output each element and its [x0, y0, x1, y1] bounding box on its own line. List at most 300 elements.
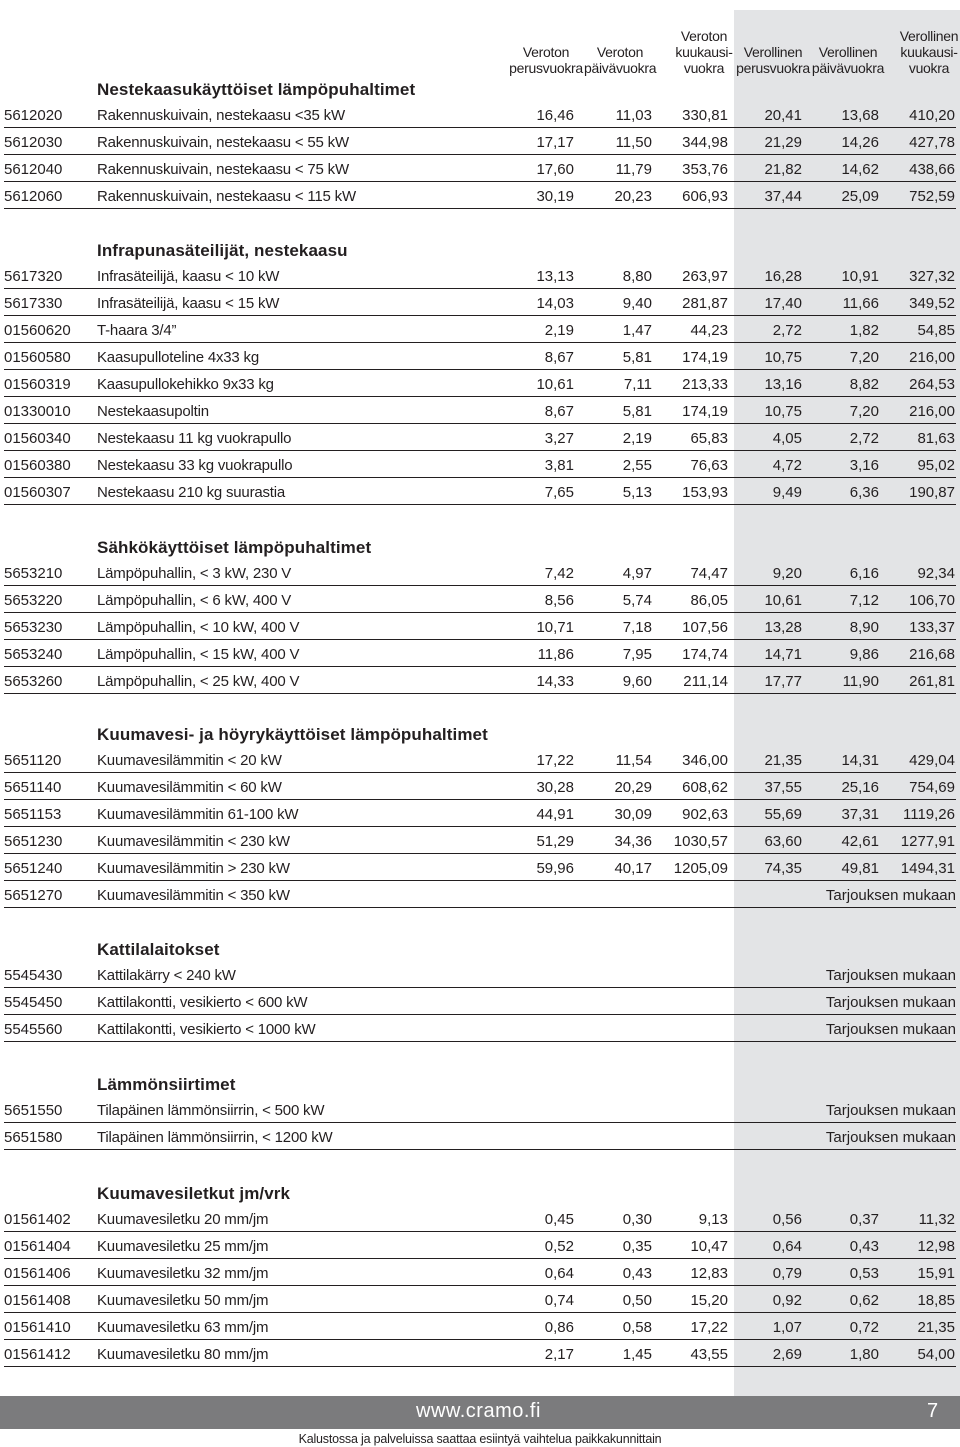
price-cell: 7,20 [849, 349, 879, 366]
product-code: 5653240 [4, 646, 63, 663]
price-cell: 133,37 [909, 619, 955, 636]
table-row [4, 156, 956, 182]
price-cell: 30,19 [536, 188, 574, 205]
table-row [4, 1287, 956, 1313]
price-cell: 16,46 [536, 107, 574, 124]
table-row [4, 641, 956, 667]
price-cell: 11,03 [615, 107, 652, 124]
price-cell: 1,80 [849, 1346, 879, 1363]
product-description: Kuumavesiletku 25 mm/jm [97, 1238, 269, 1255]
price-cell: 9,60 [622, 673, 652, 690]
price-cell: 14,62 [841, 161, 879, 178]
product-description: Tilapäinen lämmönsiirrin, < 500 kW [97, 1102, 325, 1119]
product-description: Kuumavesilämmitin < 350 kW [97, 887, 290, 904]
table-row [4, 774, 956, 800]
price-cell: 30,09 [614, 806, 652, 823]
product-description: Kaasupullokehikko 9x33 kg [97, 376, 274, 393]
price-cell: 2,17 [544, 1346, 574, 1363]
price-cell: 0,64 [544, 1265, 574, 1282]
price-cell: 8,82 [849, 376, 879, 393]
price-cell: 54,85 [917, 322, 955, 339]
price-cell: 344,98 [682, 134, 728, 151]
price-cell: 427,78 [909, 134, 955, 151]
price-cell: 14,71 [764, 646, 802, 663]
product-code: 5651240 [4, 860, 63, 877]
column-headers [0, 0, 960, 80]
price-cell: 8,56 [544, 592, 574, 609]
price-cell: 754,69 [909, 779, 955, 796]
price-cell: 0,50 [622, 1292, 652, 1309]
price-cell: 0,30 [622, 1211, 652, 1228]
price-cell: 13,68 [841, 107, 879, 124]
price-cell: 0,53 [849, 1265, 879, 1282]
price-cell: 429,04 [909, 752, 955, 769]
price-cell: 4,72 [772, 457, 802, 474]
price-cell: 174,74 [682, 646, 728, 663]
price-cell: 65,83 [690, 430, 728, 447]
price-cell: 330,81 [682, 107, 728, 124]
price-cell: 216,68 [909, 646, 955, 663]
price-cell: 9,13 [698, 1211, 728, 1228]
price-cell: 0,43 [849, 1238, 879, 1255]
product-code: 01560580 [4, 349, 71, 366]
price-cell: 11,90 [842, 673, 879, 690]
price-cell: 17,17 [536, 134, 574, 151]
product-code: 01330010 [4, 403, 71, 420]
page-number: 7 [927, 1400, 939, 1422]
price-cell: 11,54 [615, 752, 652, 769]
price-cell: 51,29 [536, 833, 574, 850]
product-description: Nestekaasu 33 kg vuokrapullo [97, 457, 293, 474]
col-header-veroton-perusvuokra: Veroton perusvuokra [509, 44, 583, 76]
section-title: Kuumavesiletkut jm/vrk [97, 1184, 291, 1203]
price-cell: 13,13 [536, 268, 574, 285]
price-cell: 1,47 [622, 322, 652, 339]
product-description: Rakennuskuivain, nestekaasu < 55 kW [97, 134, 349, 151]
price-cell: 3,27 [544, 430, 574, 447]
price-cell: 2,55 [622, 457, 652, 474]
product-description: Kattilakärry < 240 kW [97, 967, 236, 984]
product-code: 01560620 [4, 322, 71, 339]
product-code: 5545560 [4, 1021, 63, 1038]
price-cell: 74,35 [764, 860, 802, 877]
disclaimer-text: Kalustossa ja palveluissa saattaa esiintyä vaihtelua paikkakunnittain [298, 1432, 662, 1446]
price-cell: 14,31 [841, 752, 879, 769]
price-on-request: Tarjouksen mukaan [825, 994, 956, 1011]
product-code: 01560380 [4, 457, 71, 474]
product-description: Kuumavesilämmitin < 60 kW [97, 779, 282, 796]
product-code: 5653220 [4, 592, 63, 609]
table-row [4, 129, 956, 155]
product-description: Kaasupulloteline 4x33 kg [97, 349, 259, 366]
price-cell: 10,61 [536, 376, 574, 393]
price-cell: 174,19 [682, 403, 728, 420]
price-cell: 752,59 [909, 188, 955, 205]
price-cell: 15,20 [690, 1292, 728, 1309]
price-cell: 2,69 [772, 1346, 802, 1363]
price-cell: 44,23 [690, 322, 728, 339]
price-cell: 14,33 [536, 673, 574, 690]
price-cell: 16,28 [764, 268, 802, 285]
price-cell: 11,86 [537, 646, 574, 663]
price-cell: 5,74 [622, 592, 652, 609]
product-description: Tilapäinen lämmönsiirrin, < 1200 kW [97, 1129, 333, 1146]
price-cell: 0,74 [544, 1292, 574, 1309]
price-cell: 13,16 [764, 376, 802, 393]
price-cell: 54,00 [917, 1346, 955, 1363]
price-cell: 5,81 [622, 403, 652, 420]
table-row [4, 855, 956, 881]
price-cell: 8,80 [622, 268, 652, 285]
price-cell: 353,76 [682, 161, 728, 178]
price-cell: 263,97 [682, 268, 728, 285]
table-row [4, 828, 956, 854]
price-cell: 7,42 [544, 565, 574, 582]
product-description: Kattilakontti, vesikierto < 1000 kW [97, 1021, 316, 1038]
price-cell: 107,56 [682, 619, 728, 636]
product-description: Kuumavesiletku 32 mm/jm [97, 1265, 269, 1282]
product-description: Infrasäteilijä, kaasu < 15 kW [97, 295, 280, 312]
price-cell: 0,37 [849, 1211, 879, 1228]
price-cell: 37,31 [841, 806, 879, 823]
price-cell: 15,91 [917, 1265, 955, 1282]
price-cell: 7,65 [544, 484, 574, 501]
price-cell: 11,32 [918, 1211, 955, 1228]
table-row [4, 587, 956, 613]
table-row [4, 1341, 956, 1367]
product-code: 01561412 [4, 1346, 71, 1363]
table-row [4, 317, 956, 343]
price-cell: 1,82 [849, 322, 879, 339]
price-cell: 438,66 [909, 161, 955, 178]
price-cell: 264,53 [909, 376, 955, 393]
product-code: 5651550 [4, 1102, 63, 1119]
price-cell: 42,61 [841, 833, 879, 850]
table-row [4, 801, 956, 827]
table-row [4, 102, 956, 128]
table-row [4, 425, 956, 451]
price-cell: 25,16 [841, 779, 879, 796]
price-cell: 346,00 [682, 752, 728, 769]
price-cell: 74,47 [690, 565, 728, 582]
price-cell: 11,66 [842, 295, 879, 312]
price-cell: 2,19 [544, 322, 574, 339]
product-code: 01561408 [4, 1292, 71, 1309]
price-cell: 153,93 [682, 484, 728, 501]
price-cell: 0,43 [622, 1265, 652, 1282]
price-cell: 81,63 [917, 430, 955, 447]
price-cell: 0,45 [544, 1211, 574, 1228]
price-cell: 7,18 [622, 619, 652, 636]
price-cell: 86,05 [690, 592, 728, 609]
product-code: 01561410 [4, 1319, 71, 1336]
price-cell: 3,16 [849, 457, 879, 474]
price-cell: 5,81 [622, 349, 652, 366]
price-cell: 3,81 [544, 457, 574, 474]
table-row [4, 183, 956, 209]
price-cell: 608,62 [682, 779, 728, 796]
price-cell: 0,92 [772, 1292, 802, 1309]
price-cell: 216,00 [909, 403, 955, 420]
product-code: 5651580 [4, 1129, 63, 1146]
price-cell: 10,75 [764, 403, 802, 420]
price-cell: 1,07 [772, 1319, 802, 1336]
table-row [4, 371, 956, 397]
price-cell: 21,29 [764, 134, 802, 151]
price-cell: 95,02 [917, 457, 955, 474]
product-description: Kuumavesilämmitin > 230 kW [97, 860, 290, 877]
product-description: Lämpöpuhallin, < 10 kW, 400 V [97, 619, 300, 636]
page-footer [0, 1396, 960, 1447]
table-row [4, 614, 956, 640]
col-header-veroton-paivavuokra: Veroton päivävuokra [584, 44, 657, 76]
section-title: Nestekaasukäyttöiset lämpöpuhaltimet [97, 80, 416, 99]
product-code: 5617320 [4, 268, 63, 285]
table-row [4, 1233, 956, 1259]
price-cell: 40,17 [614, 860, 652, 877]
price-cell: 10,75 [764, 349, 802, 366]
price-cell: 106,70 [909, 592, 955, 609]
price-cell: 13,28 [764, 619, 802, 636]
price-cell: 0,56 [772, 1211, 802, 1228]
price-on-request: Tarjouksen mukaan [825, 967, 956, 984]
product-code: 5651153 [4, 806, 62, 823]
product-code: 5612040 [4, 161, 63, 178]
table-row [4, 1260, 956, 1286]
product-description: Rakennuskuivain, nestekaasu <35 kW [97, 107, 345, 124]
product-code: 5545450 [4, 994, 63, 1011]
product-description: Kuumavesiletku 20 mm/jm [97, 1211, 269, 1228]
table-row [4, 989, 956, 1015]
price-cell: 20,41 [764, 107, 802, 124]
price-cell: 1,45 [622, 1346, 652, 1363]
product-description: Kuumavesiletku 80 mm/jm [97, 1346, 269, 1363]
price-cell: 2,19 [622, 430, 652, 447]
table-row [4, 1097, 956, 1123]
section-title: Infrapunasäteilijät, nestekaasu [97, 241, 348, 260]
table-row [4, 560, 956, 586]
table-row [4, 452, 956, 478]
price-on-request: Tarjouksen mukaan [825, 1129, 956, 1146]
price-cell: 14,26 [841, 134, 879, 151]
price-cell: 92,34 [917, 565, 955, 582]
price-cell: 1030,57 [673, 833, 728, 850]
price-cell: 213,33 [682, 376, 728, 393]
price-cell: 49,81 [841, 860, 879, 877]
price-cell: 21,82 [764, 161, 802, 178]
price-cell: 261,81 [909, 673, 955, 690]
product-code: 5545430 [4, 967, 63, 984]
price-cell: 9,86 [849, 646, 879, 663]
product-code: 5653210 [4, 565, 63, 582]
table-row [4, 479, 956, 505]
price-cell: 59,96 [536, 860, 574, 877]
website-link[interactable]: www.cramo.fi [416, 1400, 541, 1422]
table-row [4, 263, 956, 289]
price-cell: 21,35 [764, 752, 802, 769]
price-cell: 0,52 [544, 1238, 574, 1255]
product-code: 5653230 [4, 619, 63, 636]
price-cell: 2,72 [772, 322, 802, 339]
product-description: Kuumavesilämmitin < 230 kW [97, 833, 290, 850]
col-header-verollinen-kuukausivuokra: Verollinen kuukausi- vuokra [899, 28, 959, 76]
product-code: 5651230 [4, 833, 63, 850]
price-cell: 4,05 [772, 430, 802, 447]
price-cell: 1277,91 [900, 833, 955, 850]
price-cell: 4,97 [622, 565, 652, 582]
product-description: Lämpöpuhallin, < 25 kW, 400 V [97, 673, 300, 690]
product-description: Lämpöpuhallin, < 15 kW, 400 V [97, 646, 300, 663]
price-cell: 25,09 [841, 188, 879, 205]
product-description: Kuumavesilämmitin < 20 kW [97, 752, 282, 769]
price-cell: 606,93 [682, 188, 728, 205]
price-cell: 18,85 [917, 1292, 955, 1309]
price-cell: 8,90 [849, 619, 879, 636]
table-row [4, 668, 956, 694]
section-title: Kuumavesi- ja höyrykäyttöiset lämpöpuhaltimet [97, 725, 488, 744]
price-cell: 11,79 [615, 161, 652, 178]
table-row [4, 882, 956, 908]
product-code: 5612030 [4, 134, 63, 151]
price-cell: 12,98 [917, 1238, 955, 1255]
product-description: Kuumavesiletku 50 mm/jm [97, 1292, 269, 1309]
product-description: Nestekaasu 210 kg suurastia [97, 484, 286, 501]
price-cell: 10,61 [764, 592, 802, 609]
product-code: 01561406 [4, 1265, 71, 1282]
price-cell: 0,72 [849, 1319, 879, 1336]
col-header-verollinen-perusvuokra: Verollinen perusvuokra [736, 44, 810, 76]
product-code: 01560319 [4, 376, 71, 393]
footer-band [0, 1396, 960, 1429]
section-title: Lämmönsiirtimet [97, 1075, 236, 1094]
price-cell: 63,60 [764, 833, 802, 850]
shaded-column-background [734, 10, 960, 1396]
product-code: 01560340 [4, 430, 71, 447]
product-description: Kuumavesilämmitin 61-100 kW [97, 806, 299, 823]
price-cell: 11,50 [615, 134, 652, 151]
price-cell: 20,23 [614, 188, 652, 205]
price-cell: 17,60 [536, 161, 574, 178]
price-on-request: Tarjouksen mukaan [825, 1021, 956, 1038]
product-code: 5617330 [4, 295, 63, 312]
product-description: Rakennuskuivain, nestekaasu < 115 kW [97, 188, 356, 205]
price-cell: 9,49 [772, 484, 802, 501]
price-cell: 281,87 [682, 295, 728, 312]
product-code: 5653260 [4, 673, 63, 690]
price-cell: 76,63 [690, 457, 728, 474]
product-code: 5612020 [4, 107, 63, 124]
price-cell: 17,40 [764, 295, 802, 312]
product-code: 5651140 [4, 779, 62, 796]
price-cell: 0,58 [622, 1319, 652, 1336]
price-cell: 190,87 [909, 484, 955, 501]
price-cell: 17,22 [690, 1319, 728, 1336]
product-code: 5651120 [4, 752, 62, 769]
price-cell: 10,71 [536, 619, 574, 636]
table-row [4, 1124, 956, 1150]
price-cell: 10,47 [690, 1238, 728, 1255]
table-row [4, 290, 956, 316]
price-cell: 7,20 [849, 403, 879, 420]
price-cell: 0,86 [544, 1319, 574, 1336]
col-header-verollinen-paivavuokra: Verollinen päivävuokra [811, 44, 885, 76]
price-cell: 0,64 [772, 1238, 802, 1255]
table-row [4, 1016, 956, 1042]
price-cell: 5,13 [622, 484, 652, 501]
price-cell: 14,03 [536, 295, 574, 312]
col-header-veroton-kuukausivuokra: Veroton kuukausi- vuokra [675, 28, 733, 76]
price-cell: 21,35 [917, 1319, 955, 1336]
price-cell: 8,67 [544, 349, 574, 366]
price-cell: 9,20 [772, 565, 802, 582]
price-cell: 55,69 [764, 806, 802, 823]
product-description: Nestekaasu 11 kg vuokrapullo [97, 430, 292, 447]
price-cell: 211,14 [683, 673, 728, 690]
price-cell: 410,20 [909, 107, 955, 124]
price-cell: 0,62 [849, 1292, 879, 1309]
price-cell: 43,55 [690, 1346, 728, 1363]
product-description: Nestekaasupoltin [97, 403, 209, 420]
product-description: Kattilakontti, vesikierto < 600 kW [97, 994, 308, 1011]
price-cell: 37,44 [764, 188, 802, 205]
price-cell: 349,52 [909, 295, 955, 312]
product-description: T-haara 3/4” [97, 322, 177, 339]
product-description: Lämpöpuhallin, < 6 kW, 400 V [97, 592, 292, 609]
price-cell: 34,36 [614, 833, 652, 850]
price-cell: 17,22 [536, 752, 574, 769]
price-cell: 30,28 [536, 779, 574, 796]
table-row [4, 1206, 956, 1232]
table-row [4, 747, 956, 773]
product-description: Lämpöpuhallin, < 3 kW, 230 V [97, 565, 292, 582]
product-description: Rakennuskuivain, nestekaasu < 75 kW [97, 161, 349, 178]
price-cell: 0,35 [622, 1238, 652, 1255]
section-title: Sähkökäyttöiset lämpöpuhaltimet [97, 538, 372, 557]
price-cell: 1119,26 [903, 806, 955, 823]
table-row [4, 344, 956, 370]
price-on-request: Tarjouksen mukaan [825, 887, 956, 904]
product-code: 01561402 [4, 1211, 71, 1228]
price-cell: 44,91 [536, 806, 574, 823]
price-cell: 902,63 [682, 806, 728, 823]
price-cell: 216,00 [909, 349, 955, 366]
product-code: 5651270 [4, 887, 63, 904]
price-cell: 20,29 [614, 779, 652, 796]
price-cell: 10,91 [841, 268, 879, 285]
price-cell: 174,19 [682, 349, 728, 366]
price-cell: 9,40 [622, 295, 652, 312]
price-cell: 1494,31 [900, 860, 955, 877]
price-cell: 1205,09 [673, 860, 728, 877]
price-cell: 7,12 [849, 592, 879, 609]
product-code: 5612060 [4, 188, 63, 205]
price-cell: 12,83 [690, 1265, 728, 1282]
price-cell: 37,55 [764, 779, 802, 796]
price-cell: 7,11 [623, 376, 652, 393]
product-description: Kuumavesiletku 63 mm/jm [97, 1319, 269, 1336]
price-cell: 17,77 [764, 673, 802, 690]
section-title: Kattilalaitokset [97, 940, 220, 959]
product-description: Infrasäteilijä, kaasu < 10 kW [97, 268, 280, 285]
price-cell: 0,79 [772, 1265, 802, 1282]
price-cell: 6,36 [849, 484, 879, 501]
price-cell: 2,72 [849, 430, 879, 447]
table-row [4, 1314, 956, 1340]
product-code: 01561404 [4, 1238, 71, 1255]
price-cell: 7,95 [622, 646, 652, 663]
table-row [4, 398, 956, 424]
price-on-request: Tarjouksen mukaan [825, 1102, 956, 1119]
